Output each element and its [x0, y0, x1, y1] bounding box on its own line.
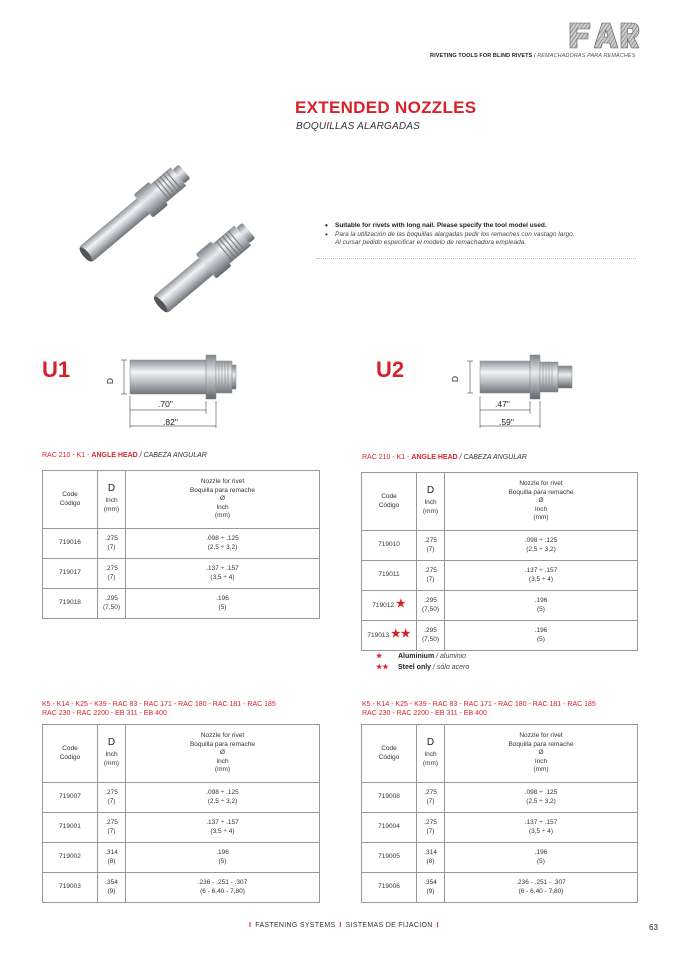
diagram-label-u1: U1: [42, 357, 71, 382]
table-row: 719013 ★★ .295 (7,50) .196 (5): [362, 621, 638, 651]
far-logo: [568, 20, 640, 50]
table-4: [361, 724, 638, 903]
table-row: 719006 .354 (9) .236 - .251 - .307 (6 - 6,40 - 7,80): [362, 873, 638, 903]
table-4-caption: K5 - K14 - K25 - K39 - RAC 83 - RAC 171 - RAC 180 - RAC 181 - RAC 185 RAC 230 - RAC 2200 - EB 311 - EB 400: [362, 701, 596, 717]
table-1: [42, 470, 320, 619]
nozzle-2: [148, 218, 259, 318]
table-1-caption: RAC 210 - K1 - ANGLE HEAD / CABEZA ANGULAR: [42, 452, 207, 459]
aluminium-star-icon: ★: [395, 598, 406, 611]
table-row: 719017 .275 (7) .137 ÷ .157 (3,5 ÷ 4): [43, 559, 320, 589]
table-row: 719001 .275 (7) .137 ÷ .157 (3,5 ÷ 4): [43, 813, 320, 843]
table-row: 719002 .314 (8) .196 (5): [43, 843, 320, 873]
table-header: Code Código D Inch (mm) Nozzle for rivet Boquilla para remache Ø Inch (mm): [362, 473, 638, 531]
bullet-es-cont: Al cursar pedido especificar el modelo de remachadora empleada.: [335, 239, 527, 246]
diagram-label-u2: U2: [376, 357, 405, 382]
legend-item-steel: ★★ Steel only / sólo acero: [376, 664, 470, 671]
bullet-en: • Suitable for rivets with long nail. Please specify the tool model used.: [323, 222, 638, 231]
footer: I FASTENING SYSTEMS I SISTEMAS DE FIJACION I: [249, 922, 439, 929]
table-row: 719004 .275 (7) .137 ÷ .157 (3,5 ÷ 4): [362, 813, 638, 843]
u2-diagram: [460, 352, 590, 432]
u1-d-label: D: [105, 377, 116, 385]
table-row: 719018 .295 (7,50) .196 (5): [43, 589, 320, 619]
table-row: 719011 .275 (7) .137 ÷ .157 (3,5 ÷ 4): [362, 561, 638, 591]
bullet-es: • Para la utilización de las boquillas alargadas pedir los remaches con vastago largo.: [323, 231, 638, 240]
table-3: [42, 724, 320, 903]
u2-dim-total: .59": [499, 417, 514, 427]
table-row: 719012 ★ .295 (7,50) .196 (5): [362, 591, 638, 621]
u1-dim-shank: .70": [158, 399, 173, 409]
nozzle-1: [74, 160, 194, 268]
nozzles-photo: [55, 105, 295, 345]
divider: [316, 258, 636, 259]
table-header: Code Código D Inch (mm) Nozzle for rivet Boquilla para remache Ø Inch (mm): [362, 725, 638, 783]
table-row: 719010 .275 (7) .098 ÷ .125 (2,5 ÷ 3,2): [362, 531, 638, 561]
feature-list: [323, 222, 638, 248]
table-2: [361, 472, 638, 651]
u2-d-label: D: [450, 375, 461, 383]
table-3-caption: K5 - K14 - K25 - K39 - RAC 83 - RAC 171 - RAC 180 - RAC 181 - RAC 185 RAC 230 - RAC 2200 - EB 311 - EB 400: [42, 701, 276, 717]
table-row: 719007 .275 (7) .098 ÷ .125 (2,5 ÷ 3,2): [43, 783, 320, 813]
legend: [376, 651, 469, 673]
table-2-caption: RAC 210 - K1 - ANGLE HEAD / CABEZA ANGULAR: [362, 454, 527, 461]
legend-item-aluminium: ★ Aluminium / aluminio: [376, 653, 467, 660]
table-header: Code Código D Inch (mm) Nozzle for rivet Boquilla para remache Ø Inch (mm): [43, 725, 320, 783]
table-row: 719008 .275 (7) .098 ÷ .125 (2,5 ÷ 3,2): [362, 783, 638, 813]
header-category: RIVETING TOOLS FOR BLIND RIVETS / REMACHADORAS PARA REMACHES: [430, 53, 636, 59]
page-number: 63: [649, 923, 658, 932]
u2-dim-shank: .47": [495, 399, 510, 409]
u1-dim-total: .82": [163, 417, 178, 427]
table-row: 719005 .314 (8) .196 (5): [362, 843, 638, 873]
double-star-icon: ★★: [376, 664, 389, 671]
u1-diagram: [118, 352, 258, 432]
star-icon: ★: [376, 653, 383, 660]
table-row: 719016 .275 (7) .098 ÷ .125 (2,5 ÷ 3,2): [43, 529, 320, 559]
table-header: Code Código D Inch (mm) Nozzle for rivet Boquilla para remache Ø Inch (mm): [43, 471, 320, 529]
page-subtitle: BOQUILLAS ALARGADAS: [296, 121, 421, 132]
page-title: EXTENDED NOZZLES: [295, 98, 477, 117]
steel-star-icon: ★★: [390, 628, 411, 641]
table-row: 719003 .354 (9) .236 - .251 - .307 (6 - 6,40 - 7,80): [43, 873, 320, 903]
